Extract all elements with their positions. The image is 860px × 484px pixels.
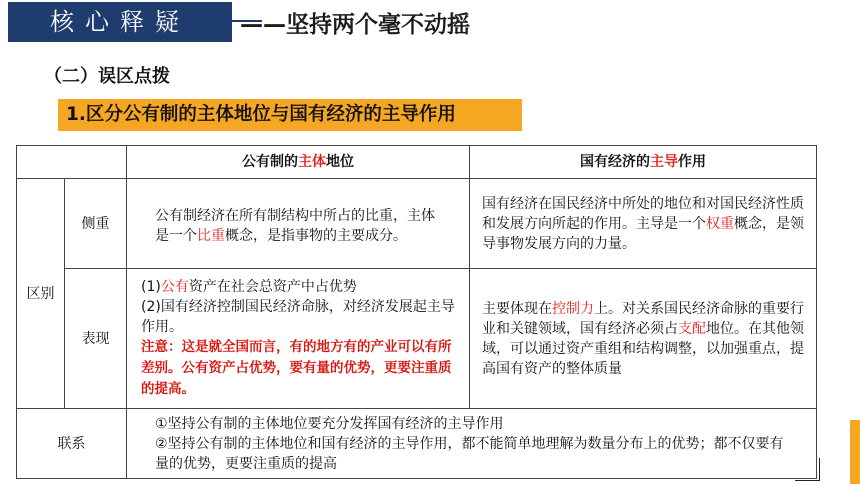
decorative-orange-bar bbox=[850, 420, 860, 484]
cell-connection bbox=[127, 409, 817, 479]
comparison-table bbox=[16, 145, 817, 479]
title-subtitle: ——坚持两个毫不动摇 bbox=[240, 12, 470, 38]
connection-point-2: ②坚持公有制的主体地位和国有经济的主导作用，都不能简单地理解为数量分布上的优势；都不仅要有量的优势，更要注重质的提高 bbox=[155, 435, 784, 472]
table-row bbox=[17, 409, 817, 479]
manifestation-point-2: (2)国有经济控制国民经济命脉，对经济发展起主导作用。 bbox=[141, 299, 455, 335]
cell-manifestation-public bbox=[127, 269, 470, 409]
title-box: 核心释疑 bbox=[8, 2, 232, 42]
connection-point-1: ①坚持公有制的主体地位要充分发挥国有经济的主导作用 bbox=[155, 415, 504, 432]
group-label-difference: 区别 bbox=[17, 179, 65, 409]
cell-manifestation-state: 主要体现在控制力上。对关系国民经济命脉的重要行业和关键领域，国有经济必须占支配地位。在其他领域，可以通过资产重组和结构调整，以加强重点，提高国有资产的整体质量 bbox=[470, 269, 817, 409]
row-label-manifestation: 表现 bbox=[65, 269, 127, 409]
table-row bbox=[17, 269, 817, 409]
decorative-corner-bracket bbox=[795, 458, 820, 481]
manifestation-point-1: (1)公有资产在社会总资产中占优势 bbox=[141, 279, 357, 295]
table-header-row bbox=[17, 146, 817, 179]
cell-focus-state: 国有经济在国民经济中所处的地位和对国民经济性质和发展方向所起的作用。主导是一个权重概念，是领导事物发展方向的力量。 bbox=[470, 179, 817, 269]
cell-focus-public: 公有制经济在所有制结构中所占的比重，主体是一个比重概念，是指事物的主要成分。 bbox=[127, 179, 470, 269]
row-label-focus: 侧重 bbox=[65, 179, 127, 269]
heading-text: 1.区分公有制的主体地位与国有经济的主导作用 bbox=[66, 104, 456, 125]
header-corner-cell bbox=[17, 146, 127, 179]
manifestation-note: 注意：这是就全国而言，有的地方有的产业可以有所差别。公有资产占优势，要有量的优势，更要注重质的提高。 bbox=[141, 339, 452, 397]
section-title: （二）误区点拨 bbox=[44, 66, 170, 87]
header-state-economy: 国有经济的主导作用 bbox=[470, 146, 817, 179]
table-row bbox=[17, 179, 817, 269]
header-public-ownership: 公有制的主体地位 bbox=[127, 146, 470, 179]
row-label-connection: 联系 bbox=[17, 409, 127, 479]
